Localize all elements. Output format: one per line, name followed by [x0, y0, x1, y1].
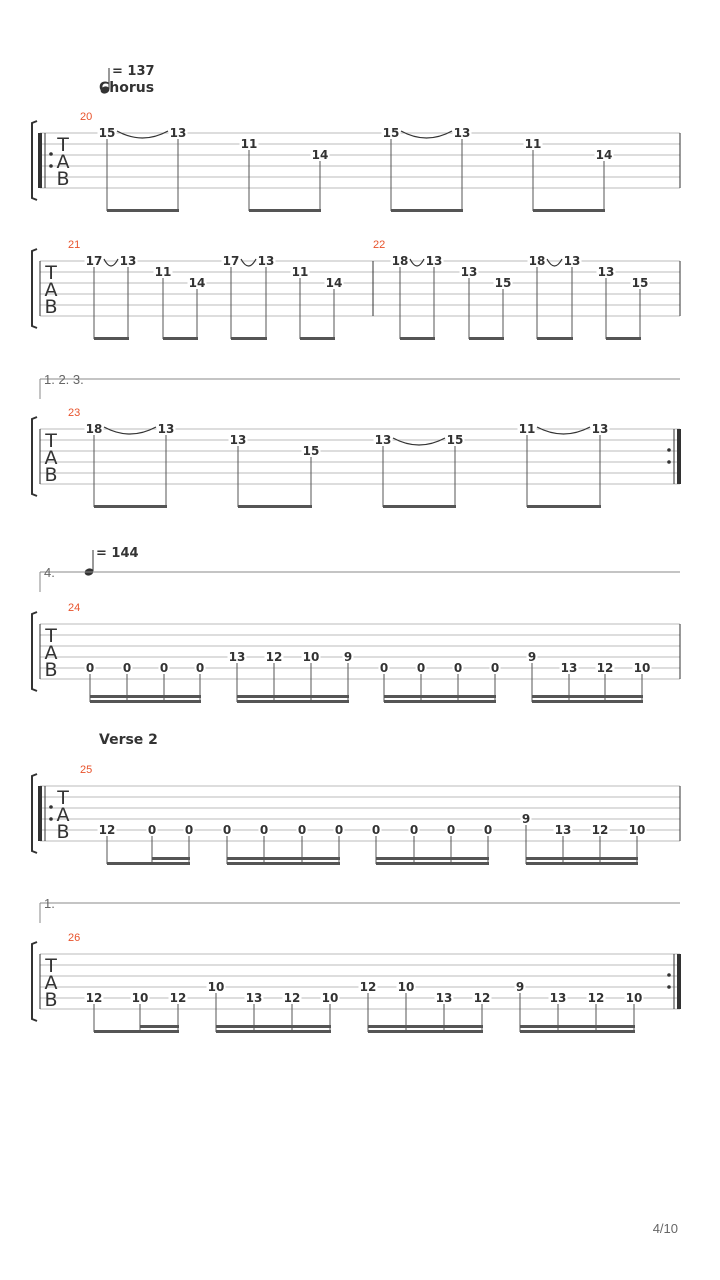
fret-number: 10	[207, 980, 225, 994]
fret-number: 9	[521, 812, 531, 826]
fret-number: 13	[257, 254, 275, 268]
repeat-thick-line	[677, 429, 681, 484]
fret-number: 0	[297, 823, 307, 837]
beam	[300, 337, 335, 340]
beam-secondary	[227, 857, 340, 860]
fret-number: 18	[85, 422, 103, 436]
tab-clef-b: B	[56, 821, 70, 843]
fret-number: 12	[283, 991, 301, 1005]
fret-number: 10	[633, 661, 651, 675]
fret-number: 0	[184, 823, 194, 837]
fret-number: 12	[596, 661, 614, 675]
system-bracket	[32, 249, 37, 328]
slur	[401, 131, 452, 138]
slur	[537, 427, 590, 434]
beam	[216, 1030, 331, 1033]
fret-number: 10	[628, 823, 646, 837]
tab-clef-t: T	[45, 625, 57, 647]
fret-number: 0	[409, 823, 419, 837]
beam-secondary	[216, 1025, 331, 1028]
beam-secondary	[152, 857, 190, 860]
fret-number: 13	[157, 422, 175, 436]
repeat-thick-line	[38, 133, 42, 188]
fret-number: 9	[527, 650, 537, 664]
beam	[238, 505, 312, 508]
beam	[94, 337, 129, 340]
tab-clef-b: B	[56, 168, 70, 190]
slur	[104, 259, 118, 266]
beam-secondary	[237, 695, 349, 698]
fret-number: 18	[528, 254, 546, 268]
fret-number: 11	[518, 422, 536, 436]
fret-number: 12	[591, 823, 609, 837]
repeat-dot	[667, 448, 671, 452]
fret-number: 17	[222, 254, 240, 268]
repeat-dot	[667, 460, 671, 464]
beam-secondary	[520, 1025, 635, 1028]
fret-number: 14	[188, 276, 206, 290]
tab-clef-t: T	[57, 787, 69, 809]
repeat-thick-line	[38, 786, 42, 841]
tab-clef-a: A	[56, 804, 70, 826]
bar-number: 24	[68, 602, 81, 614]
fret-number: 13	[549, 991, 567, 1005]
fret-number: 13	[119, 254, 137, 268]
tab-clef-t: T	[45, 430, 57, 452]
system-bracket	[32, 612, 37, 691]
beam	[469, 337, 504, 340]
beam	[384, 700, 496, 703]
fret-number: 0	[446, 823, 456, 837]
tab-clef-a: A	[44, 279, 58, 301]
volta-label: 1.	[44, 896, 55, 911]
fret-number: 13	[245, 991, 263, 1005]
fret-number: 0	[453, 661, 463, 675]
bar-number: 25	[80, 764, 93, 776]
beam	[606, 337, 641, 340]
beam	[400, 337, 435, 340]
beam	[383, 505, 456, 508]
slur	[104, 427, 156, 434]
fret-number: 15	[382, 126, 400, 140]
fret-number: 15	[631, 276, 649, 290]
fret-number: 10	[131, 991, 149, 1005]
fret-number: 15	[302, 444, 320, 458]
beam	[391, 209, 463, 212]
tab-system	[32, 379, 681, 508]
fret-number: 14	[311, 148, 329, 162]
tab-clef-t: T	[45, 262, 57, 284]
fret-number: 9	[343, 650, 353, 664]
repeat-dot	[49, 817, 53, 821]
fret-number: 14	[325, 276, 343, 290]
beam	[532, 700, 643, 703]
tab-clef-a: A	[44, 447, 58, 469]
tab-clef-b: B	[44, 659, 58, 681]
fret-number: 15	[98, 126, 116, 140]
fret-number: 12	[265, 650, 283, 664]
repeat-dot	[667, 985, 671, 989]
fret-number: 0	[490, 661, 500, 675]
volta-label: 1. 2. 3.	[44, 372, 84, 387]
tab-system	[32, 550, 680, 703]
slur	[410, 259, 424, 266]
beam	[94, 505, 167, 508]
tab-clef-t: T	[57, 134, 69, 156]
beam	[227, 862, 340, 865]
fret-number: 0	[371, 823, 381, 837]
system-bracket	[32, 121, 37, 200]
fret-number: 0	[222, 823, 232, 837]
beam	[520, 1030, 635, 1033]
fret-number: 12	[98, 823, 116, 837]
beam-secondary	[368, 1025, 483, 1028]
beam	[537, 337, 573, 340]
fret-number: 11	[240, 137, 258, 151]
slur	[241, 259, 256, 266]
tab-system	[32, 903, 681, 1033]
fret-number: 13	[228, 650, 246, 664]
beam-secondary	[532, 695, 643, 698]
beam	[231, 337, 267, 340]
fret-number: 13	[563, 254, 581, 268]
fret-number: 0	[147, 823, 157, 837]
fret-number: 10	[397, 980, 415, 994]
fret-number: 13	[460, 265, 478, 279]
fret-number: 12	[359, 980, 377, 994]
fret-number: 12	[85, 991, 103, 1005]
beam	[527, 505, 601, 508]
beam	[107, 862, 190, 865]
beam-secondary	[526, 857, 638, 860]
system-bracket	[32, 774, 37, 853]
fret-number: 13	[435, 991, 453, 1005]
slur	[547, 259, 562, 266]
beam-secondary	[376, 857, 489, 860]
fret-number: 11	[291, 265, 309, 279]
fret-number: 0	[85, 661, 95, 675]
bar-number: 26	[68, 932, 81, 944]
beam-secondary	[384, 695, 496, 698]
bar-number: 23	[68, 407, 81, 419]
tab-clef-a: A	[44, 972, 58, 994]
fret-number: 13	[560, 661, 578, 675]
tab-clef-a: A	[56, 151, 70, 173]
bar-number: 20	[80, 111, 93, 123]
slur	[117, 131, 168, 138]
beam	[249, 209, 321, 212]
fret-number: 11	[524, 137, 542, 151]
fret-number: 12	[169, 991, 187, 1005]
beam	[94, 1030, 179, 1033]
fret-number: 0	[416, 661, 426, 675]
beam-secondary	[140, 1025, 179, 1028]
fret-number: 18	[391, 254, 409, 268]
fret-number: 13	[425, 254, 443, 268]
repeat-dot	[49, 164, 53, 168]
fret-number: 13	[374, 433, 392, 447]
system-bracket	[32, 417, 37, 496]
fret-number: 0	[334, 823, 344, 837]
repeat-dot	[667, 973, 671, 977]
fret-number: 13	[229, 433, 247, 447]
fret-number: 0	[195, 661, 205, 675]
fret-number: 10	[321, 991, 339, 1005]
fret-number: 11	[154, 265, 172, 279]
fret-number: 12	[587, 991, 605, 1005]
system-bracket	[32, 942, 37, 1021]
fret-number: 13	[453, 126, 471, 140]
beam	[376, 862, 489, 865]
fret-number: 0	[122, 661, 132, 675]
beam-secondary	[90, 695, 201, 698]
beam	[163, 337, 198, 340]
fret-number: 13	[597, 265, 615, 279]
tab-clef-b: B	[44, 296, 58, 318]
fret-number: 10	[302, 650, 320, 664]
page-number: 4/10	[652, 1221, 678, 1236]
fret-number: 0	[483, 823, 493, 837]
tab-clef-b: B	[44, 989, 58, 1011]
fret-number: 0	[259, 823, 269, 837]
section-label: Verse 2	[99, 732, 158, 748]
fret-number: 15	[446, 433, 464, 447]
tab-clef-t: T	[45, 955, 57, 977]
fret-number: 13	[554, 823, 572, 837]
beam	[368, 1030, 483, 1033]
tab-system	[32, 774, 680, 865]
bar-number: 21	[68, 239, 81, 251]
fret-number: 13	[591, 422, 609, 436]
bar-number: 22	[373, 239, 386, 251]
slur	[393, 438, 445, 445]
repeat-dot	[49, 805, 53, 809]
tempo-marking: = 137	[112, 64, 155, 79]
fret-number: 10	[625, 991, 643, 1005]
tab-clef-a: A	[44, 642, 58, 664]
fret-number: 15	[494, 276, 512, 290]
beam	[526, 862, 638, 865]
repeat-thick-line	[677, 954, 681, 1009]
fret-number: 13	[169, 126, 187, 140]
fret-number: 12	[473, 991, 491, 1005]
volta-label: 4.	[44, 565, 55, 580]
repeat-dot	[49, 152, 53, 156]
fret-number: 14	[595, 148, 613, 162]
tab-clef-b: B	[44, 464, 58, 486]
tempo-marking: = 144	[96, 546, 139, 561]
fret-number: 9	[515, 980, 525, 994]
beam	[107, 209, 179, 212]
beam	[533, 209, 605, 212]
beam	[90, 700, 201, 703]
beam	[237, 700, 349, 703]
fret-number: 17	[85, 254, 103, 268]
section-label: Chorus	[99, 80, 155, 96]
fret-number: 0	[379, 661, 389, 675]
fret-number: 0	[159, 661, 169, 675]
